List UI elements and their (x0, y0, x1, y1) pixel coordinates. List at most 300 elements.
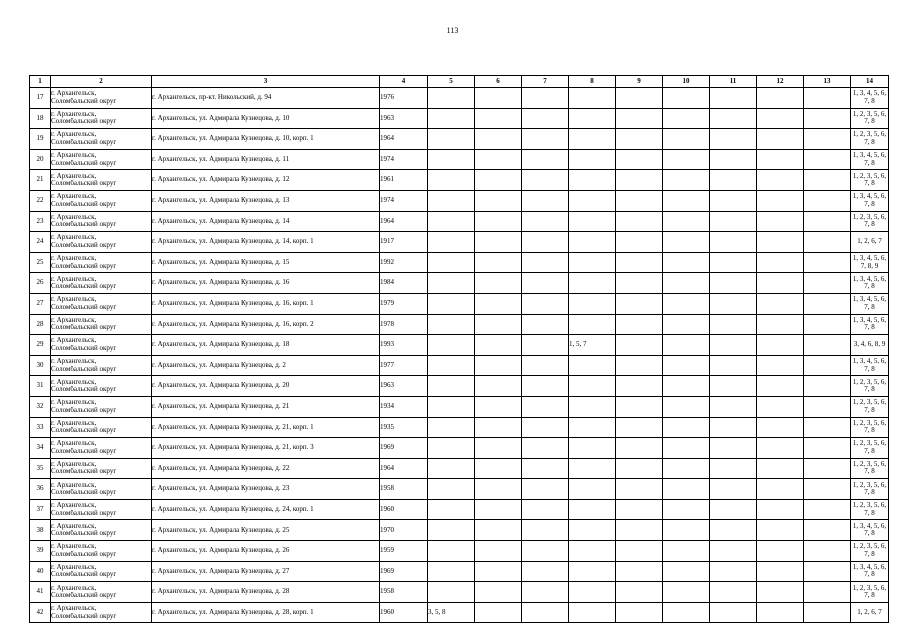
col14-cell-line: 7, 8 (864, 302, 875, 311)
col10-cell (663, 376, 710, 397)
district-cell-line: Соломбальский округ (51, 612, 117, 620)
col11-cell (710, 438, 757, 459)
col7-cell (522, 602, 569, 623)
col13-cell (804, 582, 851, 603)
district-cell (51, 129, 152, 150)
address-cell: г. Архангельск, ул. Адмирала Кузнецова, д. 16, корп. 2 (152, 314, 380, 335)
table-row (30, 293, 889, 314)
col10-cell (663, 335, 710, 356)
address-cell: г. Архангельск, ул. Адмирала Кузнецова, д. 22 (152, 458, 380, 479)
column-header-4: 4 (380, 76, 428, 88)
district-cell-line: Соломбальский округ (51, 447, 117, 455)
column-header-13: 13 (804, 76, 851, 88)
district-cell-line: Соломбальский округ (51, 509, 117, 517)
col13-cell (804, 438, 851, 459)
col7-cell (522, 479, 569, 500)
year-cell: 1974 (380, 190, 428, 211)
col12-cell (757, 499, 804, 520)
row-number: 35 (30, 458, 51, 479)
col14-cell (851, 541, 889, 562)
col12-cell (757, 355, 804, 376)
col9-cell (616, 293, 663, 314)
col11-cell (710, 335, 757, 356)
col5-cell (428, 273, 475, 294)
col6-cell (475, 376, 522, 397)
col14-cell-line: 1, 2, 3, 5, 6, (852, 109, 887, 118)
col13-cell (804, 520, 851, 541)
col11-cell (710, 108, 757, 129)
col14-cell-line: 7, 8 (864, 570, 875, 579)
col14-cell (851, 314, 889, 335)
district-cell-line: г. Архангельск, (51, 440, 97, 448)
col6-cell (475, 149, 522, 170)
col7-cell (522, 88, 569, 109)
district-cell-line: Соломбальский округ (51, 530, 117, 538)
col14-cell-line: 1, 2, 3, 5, 6, (852, 398, 887, 407)
col9-cell (616, 376, 663, 397)
col7-cell (522, 376, 569, 397)
district-cell-line: г. Архангельск, (51, 460, 97, 468)
col11-cell (710, 602, 757, 623)
col13-cell (804, 211, 851, 232)
table-row (30, 170, 889, 191)
col7-cell (522, 541, 569, 562)
address-cell: г. Архангельск, ул. Адмирала Кузнецова, д. 13 (152, 190, 380, 211)
district-cell-line: г. Архангельск, (51, 358, 97, 366)
col9-cell (616, 582, 663, 603)
table-row (30, 376, 889, 397)
col10-cell (663, 499, 710, 520)
col9-cell (616, 417, 663, 438)
col14-cell (851, 499, 889, 520)
col9-cell (616, 170, 663, 191)
row-number: 28 (30, 314, 51, 335)
col13-cell (804, 293, 851, 314)
table-row (30, 417, 889, 438)
year-cell: 1934 (380, 396, 428, 417)
col12-cell (757, 438, 804, 459)
district-cell (51, 396, 152, 417)
col8-cell (569, 561, 616, 582)
col8-cell (569, 541, 616, 562)
col11-cell (710, 129, 757, 150)
col8-cell (569, 479, 616, 500)
col9-cell (616, 314, 663, 335)
address-cell: г. Архангельск, ул. Адмирала Кузнецова, д. 2 (152, 355, 380, 376)
col10-cell (663, 273, 710, 294)
col14-cell-line: 1, 3, 4, 5, 6, (852, 89, 887, 98)
table-row (30, 273, 889, 294)
row-number: 40 (30, 561, 51, 582)
district-cell-line: г. Архангельск, (51, 584, 97, 592)
col13-cell (804, 602, 851, 623)
district-cell (51, 211, 152, 232)
col13-cell (804, 561, 851, 582)
col12-cell (757, 396, 804, 417)
district-cell-line: Соломбальский округ (51, 283, 117, 291)
col8-cell (569, 417, 616, 438)
row-number: 36 (30, 479, 51, 500)
row-number: 23 (30, 211, 51, 232)
row-number: 18 (30, 108, 51, 129)
district-cell (51, 561, 152, 582)
col10-cell (663, 232, 710, 253)
col12-cell (757, 582, 804, 603)
col12-cell (757, 190, 804, 211)
table-row (30, 541, 889, 562)
row-number: 27 (30, 293, 51, 314)
col7-cell (522, 170, 569, 191)
col6-cell (475, 561, 522, 582)
col13-cell (804, 170, 851, 191)
col8-cell (569, 458, 616, 479)
col11-cell (710, 211, 757, 232)
col8-cell (569, 396, 616, 417)
year-cell: 1958 (380, 582, 428, 603)
col9-cell (616, 396, 663, 417)
row-number: 31 (30, 376, 51, 397)
col14-cell (851, 520, 889, 541)
col6-cell (475, 190, 522, 211)
district-cell-line: Соломбальский округ (51, 592, 117, 600)
year-cell: 1970 (380, 520, 428, 541)
row-number: 26 (30, 273, 51, 294)
district-cell (51, 314, 152, 335)
col14-cell-line: 7, 8 (864, 591, 875, 600)
column-header-7: 7 (522, 76, 569, 88)
col8-cell (569, 355, 616, 376)
col6-cell (475, 170, 522, 191)
col6-cell (475, 232, 522, 253)
col11-cell (710, 170, 757, 191)
col6-cell (475, 396, 522, 417)
col5-cell (428, 458, 475, 479)
table-row (30, 252, 889, 273)
row-number: 41 (30, 582, 51, 603)
row-number: 39 (30, 541, 51, 562)
table-row (30, 479, 889, 500)
col11-cell (710, 190, 757, 211)
col10-cell (663, 211, 710, 232)
col14-cell-line: 7, 8 (864, 282, 875, 291)
district-cell (51, 252, 152, 273)
district-cell-line: г. Архангельск, (51, 213, 97, 221)
year-cell: 1974 (380, 149, 428, 170)
col12-cell (757, 417, 804, 438)
col8-cell (569, 293, 616, 314)
row-number: 33 (30, 417, 51, 438)
col14-cell (851, 170, 889, 191)
col8-cell (569, 232, 616, 253)
col11-cell (710, 376, 757, 397)
col11-cell (710, 561, 757, 582)
col13-cell (804, 252, 851, 273)
col10-cell (663, 541, 710, 562)
col14-cell-line: 1, 2, 3, 5, 6, (852, 501, 887, 510)
district-cell (51, 479, 152, 500)
col13-cell (804, 88, 851, 109)
district-cell-line: Соломбальский округ (51, 118, 117, 126)
col14-cell-line: 7, 8 (864, 405, 875, 414)
col14-cell (851, 479, 889, 500)
col14-cell (851, 129, 889, 150)
col7-cell (522, 273, 569, 294)
col12-cell (757, 149, 804, 170)
housing-registry-table (29, 75, 889, 623)
district-cell-line: Соломбальский округ (51, 571, 117, 579)
col6-cell (475, 438, 522, 459)
col5-cell (428, 561, 475, 582)
col13-cell (804, 541, 851, 562)
address-cell: г. Архангельск, ул. Адмирала Кузнецова, д. 16, корп. 1 (152, 293, 380, 314)
column-header-10: 10 (663, 76, 710, 88)
col14-cell-line: 1, 2, 3, 5, 6, (852, 583, 887, 592)
col12-cell (757, 520, 804, 541)
col14-cell-line: 3, 4, 6, 8, 9 (853, 340, 886, 349)
district-cell-line: Соломбальский округ (51, 386, 117, 394)
col8-cell (569, 314, 616, 335)
col14-cell (851, 396, 889, 417)
col8-cell (569, 170, 616, 191)
col7-cell (522, 520, 569, 541)
col5-cell (428, 211, 475, 232)
col8-cell (569, 108, 616, 129)
col9-cell (616, 479, 663, 500)
col14-cell-line: 7, 8 (864, 137, 875, 146)
col6-cell (475, 252, 522, 273)
col14-cell (851, 582, 889, 603)
table-row (30, 602, 889, 623)
col14-cell (851, 88, 889, 109)
district-cell-line: г. Архангельск, (51, 255, 97, 263)
column-header-1: 1 (30, 76, 51, 88)
col9-cell (616, 438, 663, 459)
col14-cell (851, 108, 889, 129)
year-cell: 1977 (380, 355, 428, 376)
col9-cell (616, 499, 663, 520)
table-body (30, 88, 889, 623)
col14-cell-line: 1, 2, 3, 5, 6, (852, 439, 887, 448)
col9-cell (616, 273, 663, 294)
table-row (30, 129, 889, 150)
district-cell-line: Соломбальский округ (51, 97, 117, 105)
col6-cell (475, 88, 522, 109)
col13-cell (804, 417, 851, 438)
year-cell: 1969 (380, 561, 428, 582)
col10-cell (663, 314, 710, 335)
col10-cell (663, 396, 710, 417)
col8-cell: 1, 5, 7 (569, 335, 616, 356)
col14-cell (851, 376, 889, 397)
district-cell (51, 149, 152, 170)
row-number: 19 (30, 129, 51, 150)
col14-cell (851, 355, 889, 376)
col6-cell (475, 541, 522, 562)
district-cell (51, 355, 152, 376)
col7-cell (522, 396, 569, 417)
year-cell: 1963 (380, 108, 428, 129)
year-cell: 1978 (380, 314, 428, 335)
col8-cell (569, 190, 616, 211)
district-cell-line: Соломбальский округ (51, 138, 117, 146)
col12-cell (757, 129, 804, 150)
address-cell: г. Архангельск, ул. Адмирала Кузнецова, д. 28, корп. 1 (152, 602, 380, 623)
col11-cell (710, 479, 757, 500)
col7-cell (522, 417, 569, 438)
col9-cell (616, 335, 663, 356)
row-number: 24 (30, 232, 51, 253)
col13-cell (804, 376, 851, 397)
col14-cell-line: 1, 2, 3, 5, 6, (852, 377, 887, 386)
col6-cell (475, 129, 522, 150)
col9-cell (616, 88, 663, 109)
district-cell-line: Соломбальский округ (51, 262, 117, 270)
district-cell-line: г. Архангельск, (51, 296, 97, 304)
col5-cell (428, 190, 475, 211)
col10-cell (663, 129, 710, 150)
year-cell: 1963 (380, 376, 428, 397)
address-cell: г. Архангельск, пр-кт. Никольский, д. 94 (152, 88, 380, 109)
col12-cell (757, 561, 804, 582)
col13-cell (804, 129, 851, 150)
col11-cell (710, 293, 757, 314)
col7-cell (522, 335, 569, 356)
address-cell: г. Архангельск, ул. Адмирала Кузнецова, д. 20 (152, 376, 380, 397)
col7-cell (522, 108, 569, 129)
address-cell: г. Архангельск, ул. Адмирала Кузнецова, д. 23 (152, 479, 380, 500)
col10-cell (663, 170, 710, 191)
col10-cell (663, 458, 710, 479)
col5-cell (428, 88, 475, 109)
col11-cell (710, 582, 757, 603)
col5-cell (428, 335, 475, 356)
column-header-14: 14 (851, 76, 889, 88)
address-cell: г. Архангельск, ул. Адмирала Кузнецова, д. 21, корп. 3 (152, 438, 380, 459)
col6-cell (475, 520, 522, 541)
address-cell: г. Архангельск, ул. Адмирала Кузнецова, д. 18 (152, 335, 380, 356)
district-cell (51, 88, 152, 109)
col5-cell (428, 149, 475, 170)
col14-cell-line: 1, 2, 3, 5, 6, (852, 130, 887, 139)
district-cell (51, 499, 152, 520)
col14-cell-line: 7, 8 (864, 385, 875, 394)
table-row (30, 232, 889, 253)
table-row (30, 108, 889, 129)
col7-cell (522, 314, 569, 335)
col12-cell (757, 232, 804, 253)
row-number: 25 (30, 252, 51, 273)
col10-cell (663, 582, 710, 603)
col8-cell (569, 376, 616, 397)
col10-cell (663, 88, 710, 109)
district-cell-line: Соломбальский округ (51, 159, 117, 167)
col13-cell (804, 190, 851, 211)
col9-cell (616, 541, 663, 562)
year-cell: 1959 (380, 541, 428, 562)
col14-cell (851, 561, 889, 582)
year-cell: 1969 (380, 438, 428, 459)
district-cell (51, 458, 152, 479)
district-cell (51, 190, 152, 211)
district-cell-line: Соломбальский округ (51, 489, 117, 497)
col9-cell (616, 211, 663, 232)
col13-cell (804, 149, 851, 170)
year-cell: 1993 (380, 335, 428, 356)
col14-cell-line: 1, 3, 4, 5, 6, (852, 274, 887, 283)
col11-cell (710, 355, 757, 376)
col14-cell (851, 232, 889, 253)
col8-cell (569, 252, 616, 273)
col10-cell (663, 149, 710, 170)
col7-cell (522, 190, 569, 211)
col5-cell (428, 499, 475, 520)
year-cell: 1960 (380, 499, 428, 520)
district-cell-line: г. Архангельск, (51, 152, 97, 160)
table-row (30, 149, 889, 170)
col14-cell-line: 7, 8 (864, 96, 875, 105)
year-cell: 1935 (380, 417, 428, 438)
col12-cell (757, 170, 804, 191)
col6-cell (475, 582, 522, 603)
col14-cell-line: 1, 3, 4, 5, 6, (852, 295, 887, 304)
district-cell-line: г. Архангельск, (51, 90, 97, 98)
col5-cell (428, 108, 475, 129)
table-row (30, 88, 889, 109)
row-number: 20 (30, 149, 51, 170)
col5-cell (428, 129, 475, 150)
col12-cell (757, 293, 804, 314)
col5-cell (428, 541, 475, 562)
col13-cell (804, 479, 851, 500)
table-header-row (30, 76, 889, 88)
col11-cell (710, 458, 757, 479)
col14-cell-line: 7, 8 (864, 549, 875, 558)
district-cell-line: г. Архангельск, (51, 502, 97, 510)
row-number: 17 (30, 88, 51, 109)
col14-cell-line: 7, 8 (864, 220, 875, 229)
district-cell (51, 170, 152, 191)
col14-cell (851, 149, 889, 170)
table-row (30, 396, 889, 417)
address-cell: г. Архангельск, ул. Адмирала Кузнецова, д. 25 (152, 520, 380, 541)
col14-cell-line: 7, 8 (864, 446, 875, 455)
col14-cell (851, 438, 889, 459)
col5-cell (428, 170, 475, 191)
col9-cell (616, 149, 663, 170)
col11-cell (710, 273, 757, 294)
col13-cell (804, 108, 851, 129)
col7-cell (522, 149, 569, 170)
year-cell: 1960 (380, 602, 428, 623)
table-row (30, 190, 889, 211)
col12-cell (757, 211, 804, 232)
col14-cell-line: 1, 3, 4, 5, 6, (852, 315, 887, 324)
district-cell-line: г. Архангельск, (51, 110, 97, 118)
col8-cell (569, 582, 616, 603)
column-header-2: 2 (51, 76, 152, 88)
district-cell-line: г. Архангельск, (51, 419, 97, 427)
district-cell-line: г. Архангельск, (51, 481, 97, 489)
address-cell: г. Архангельск, ул. Адмирала Кузнецова, д. 28 (152, 582, 380, 603)
col9-cell (616, 602, 663, 623)
col14-cell-line: 1, 2, 3, 5, 6, (852, 212, 887, 221)
col14-cell-line: 7, 8 (864, 488, 875, 497)
col7-cell (522, 561, 569, 582)
table-row (30, 335, 889, 356)
col12-cell (757, 252, 804, 273)
year-cell: 1961 (380, 170, 428, 191)
col14-cell-line: 7, 8 (864, 199, 875, 208)
